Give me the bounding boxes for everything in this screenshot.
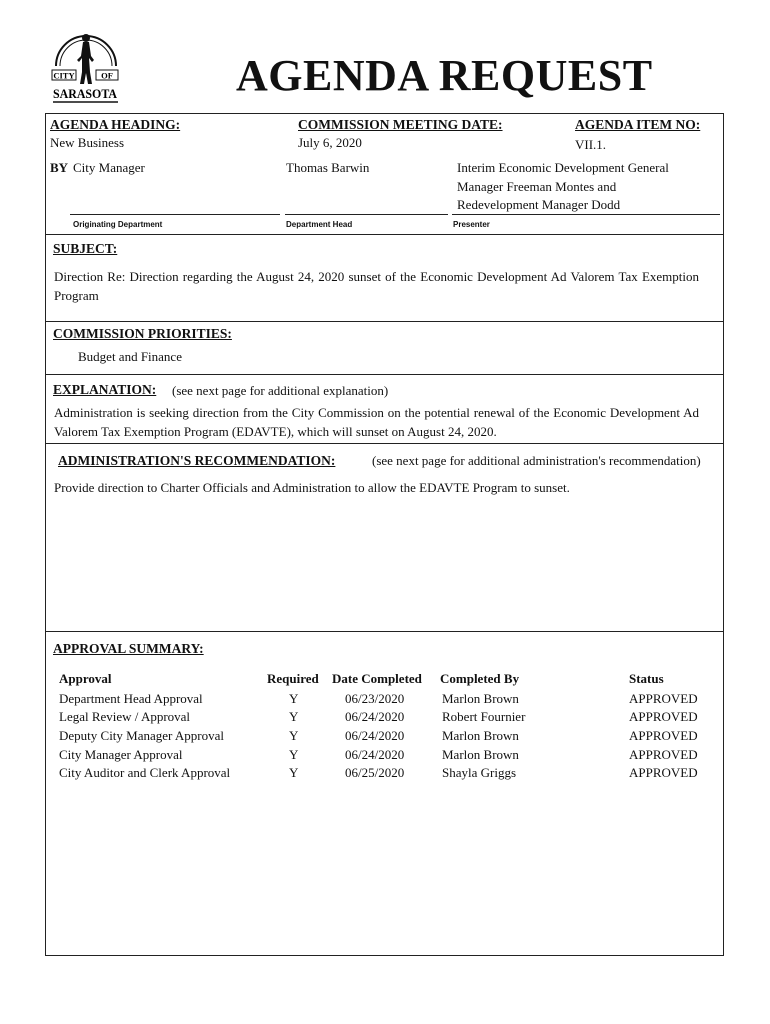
city-logo xyxy=(50,26,122,104)
by-label: BY xyxy=(50,160,69,175)
table-cell-date: 06/24/2020 xyxy=(345,728,405,743)
agenda-item-no-label: AGENDA ITEM NO: xyxy=(575,117,701,132)
logo-of-text: OF xyxy=(101,70,113,81)
table-cell-status: APPROVED xyxy=(629,747,698,762)
presenter-underline xyxy=(452,214,720,215)
table-cell-required: Y xyxy=(289,747,299,762)
meeting-date-label: COMMISSION MEETING DATE: xyxy=(298,117,503,132)
table-cell-status: APPROVED xyxy=(629,765,698,780)
explanation-note: (see next page for additional explanation) xyxy=(172,383,389,398)
table-cell-status: APPROVED xyxy=(629,728,698,743)
logo-sarasota-text: SARASOTA xyxy=(53,86,118,101)
table-cell-approval: City Auditor and Clerk Approval xyxy=(59,765,231,780)
column-header-status: Status xyxy=(629,671,664,686)
agenda-item-no-value: VII.1. xyxy=(575,137,607,152)
table-cell-required: Y xyxy=(289,691,299,706)
table-cell-approval: City Manager Approval xyxy=(59,747,183,762)
divider xyxy=(45,631,724,632)
subject-text: Direction Re: Direction regarding the August 24, 2020 sunset of the Economic Development Ad Valorem Tax Exemption Program xyxy=(54,269,699,303)
table-cell-completed-by: Marlon Brown xyxy=(442,728,519,743)
table-cell-date: 06/24/2020 xyxy=(345,709,405,724)
divider xyxy=(45,234,724,235)
department-head-value: Thomas Barwin xyxy=(286,160,370,175)
divider xyxy=(45,443,724,444)
presenter-line-2: Manager Freeman Montes and xyxy=(457,179,617,194)
agenda-form-frame xyxy=(45,113,724,956)
table-cell-completed-by: Marlon Brown xyxy=(442,747,519,762)
divider xyxy=(45,374,724,375)
table-cell-date: 06/23/2020 xyxy=(345,691,405,706)
recommendation-text: Provide direction to Charter Officials and Administration to allow the EDAVTE Program to sunset. xyxy=(54,480,570,495)
column-header-approval: Approval xyxy=(59,671,112,686)
recommendation-note: (see next page for additional administration's recommendation) xyxy=(372,453,701,468)
explanation-text: Administration is seeking direction from the City Commission on the potential renewal of the Economic Development Ad Valorem Tax Exemption Program (EDAVTE), which will sunset on August 24, 2020. xyxy=(54,405,699,439)
originating-department-caption: Originating Department xyxy=(73,220,163,229)
table-cell-approval: Deputy City Manager Approval xyxy=(59,728,224,743)
explanation-label: EXPLANATION: xyxy=(53,382,157,397)
column-header-completed-by: Completed By xyxy=(440,671,520,686)
recommendation-label: ADMINISTRATION'S RECOMMENDATION: xyxy=(58,453,336,468)
subject-label: SUBJECT: xyxy=(53,241,118,256)
commission-priorities-label: COMMISSION PRIORITIES: xyxy=(53,326,232,341)
department-head-underline xyxy=(285,214,448,215)
table-cell-date: 06/24/2020 xyxy=(345,747,405,762)
table-cell-required: Y xyxy=(289,728,299,743)
department-underline xyxy=(70,214,280,215)
divider xyxy=(45,321,724,322)
originating-department-value: City Manager xyxy=(73,160,145,175)
table-cell-approval: Department Head Approval xyxy=(59,691,203,706)
column-header-required: Required xyxy=(267,671,319,686)
table-cell-completed-by: Shayla Griggs xyxy=(442,765,517,780)
meeting-date-value: July 6, 2020 xyxy=(298,135,362,150)
table-cell-status: APPROVED xyxy=(629,709,698,724)
logo-city-text: CITY xyxy=(53,70,75,81)
table-cell-date: 06/25/2020 xyxy=(345,765,405,780)
table-cell-completed-by: Robert Fournier xyxy=(442,709,526,724)
presenter-line-1: Interim Economic Development General xyxy=(457,160,669,175)
table-cell-required: Y xyxy=(289,765,299,780)
presenter-caption: Presenter xyxy=(453,220,490,229)
agenda-heading-label: AGENDA HEADING: xyxy=(50,117,181,132)
department-head-caption: Department Head xyxy=(286,220,353,229)
agenda-heading-value: New Business xyxy=(50,135,125,150)
table-cell-completed-by: Marlon Brown xyxy=(442,691,519,706)
column-header-date-completed: Date Completed xyxy=(332,671,422,686)
page-title: AGENDA REQUEST xyxy=(236,51,653,100)
approval-summary-label: APPROVAL SUMMARY: xyxy=(53,641,204,656)
commission-priorities-value: Budget and Finance xyxy=(78,349,182,364)
table-cell-required: Y xyxy=(289,709,299,724)
presenter-line-3: Redevelopment Manager Dodd xyxy=(457,197,621,212)
table-cell-status: APPROVED xyxy=(629,691,698,706)
table-cell-approval: Legal Review / Approval xyxy=(59,709,191,724)
